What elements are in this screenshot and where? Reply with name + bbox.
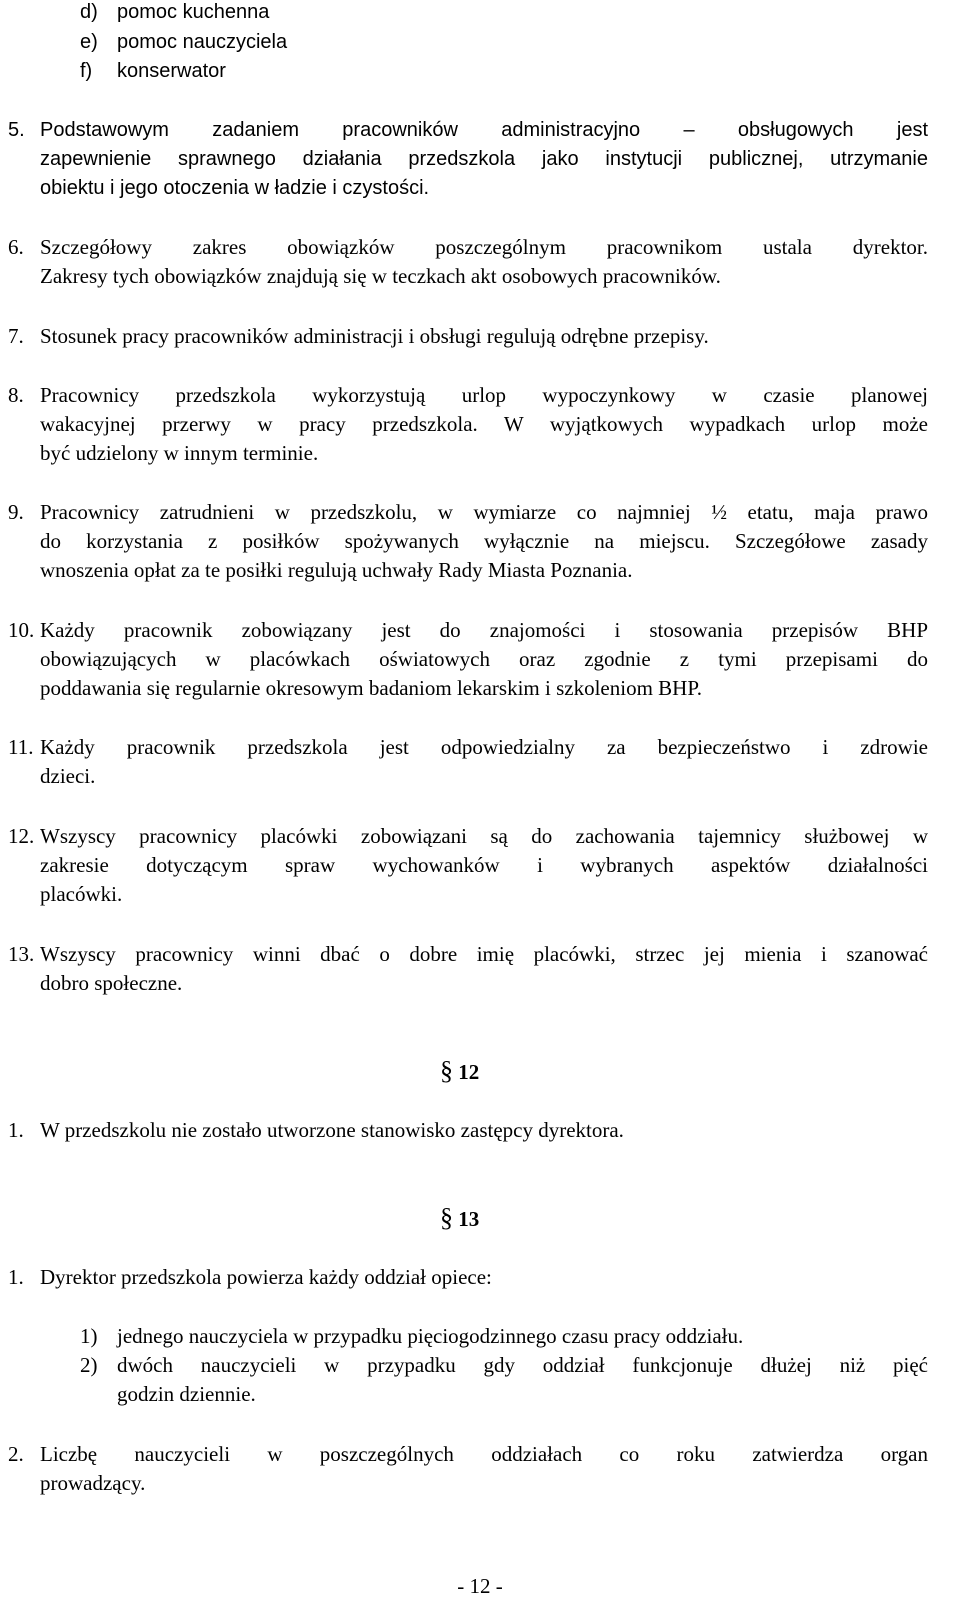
section-symbol: § <box>440 1203 453 1232</box>
section-13-point-number-1: 1. <box>8 1265 24 1289</box>
section-number: 13 <box>458 1207 480 1231</box>
paragraph-8-line-1: Pracownicy przedszkola wykorzystują urlop wypoczynkowy w czasie planowej <box>40 383 928 407</box>
paragraph-12-line-1: Wszyscy pracownicy placówki zobowiązani są do zachowania tajemnicy służbowej w <box>40 824 928 848</box>
section-13-point-1: Dyrektor przedszkola powierza każdy oddział opiece: <box>40 1265 492 1289</box>
list-marker-e: e) <box>80 31 98 53</box>
paragraph-11-line-1: Każdy pracownik przedszkola jest odpowiedzialny za bezpieczeństwo i zdrowie <box>40 735 928 759</box>
paragraph-number-13: 13. <box>8 942 35 966</box>
paragraph-8-line-2: wakacyjnej przerwy w pracy przedszkola. W wyjątkowych wypadkach urlop może <box>40 412 928 436</box>
paragraph-12-line-2: zakresie dotyczącym spraw wychowanków i wybranych aspektów działalności <box>40 853 928 877</box>
section-number: 12 <box>458 1060 480 1084</box>
list-item-e: pomoc nauczyciela <box>117 31 288 53</box>
paragraph-10-line-3: poddawania się regularnie okresowym badaniom lekarskim i szkoleniom BHP. <box>40 676 702 700</box>
paragraph-13-line-1: Wszyscy pracownicy winni dbać o dobre imię placówki, strzec jej mienia i szanować <box>40 942 928 966</box>
sub-item-2-line-1: dwóch nauczycieli w przypadku gdy oddział funkcjonuje dłużej niż pięć <box>117 1353 928 1377</box>
paragraph-8-line-3: być udzielony w innym terminie. <box>40 441 319 465</box>
paragraph-5-line-3: obiektu i jego otoczenia w ładzie i czystości. <box>40 177 430 199</box>
paragraph-9-line-1: Pracownicy zatrudnieni w przedszkolu, w wymiarze co najmniej ½ etatu, maja prawo <box>40 500 928 524</box>
list-item-f: konserwator <box>117 60 226 82</box>
list-item-d: pomoc kuchenna <box>117 1 270 23</box>
section-symbol: § <box>440 1056 453 1085</box>
section-13-point-2-line-2: prowadzący. <box>40 1471 146 1495</box>
sub-item-marker-2: 2) <box>80 1353 98 1377</box>
section-13-point-number-2: 2. <box>8 1442 24 1466</box>
paragraph-number-11: 11. <box>8 735 34 759</box>
paragraph-number-10: 10. <box>8 618 35 642</box>
paragraph-6-line-1: Szczegółowy zakres obowiązków poszczególnym pracownikom ustala dyrektor. <box>40 235 928 259</box>
section-13-point-2-line-1: Liczbę nauczycieli w poszczególnych oddziałach co roku zatwierdza organ <box>40 1442 928 1466</box>
paragraph-12-line-3: placówki. <box>40 882 123 906</box>
sub-item-marker-1: 1) <box>80 1324 98 1348</box>
paragraph-number-5: 5. <box>8 119 25 141</box>
paragraph-9-line-2: do korzystania z posiłków spożywanych wyłącznie na miejscu. Szczegółowe zasady <box>40 529 928 553</box>
paragraph-13-line-2: dobro społeczne. <box>40 971 183 995</box>
paragraph-5-line-2: zapewnienie sprawnego działania przedszkola jako instytucji publicznej, utrzymanie <box>40 148 928 170</box>
paragraph-number-12: 12. <box>8 824 35 848</box>
paragraph-7-line-1: Stosunek pracy pracowników administracji i obsługi regulują odrębne przepisy. <box>40 324 709 348</box>
section-12-point-number-1: 1. <box>8 1118 24 1142</box>
list-marker-d: d) <box>80 1 98 23</box>
section-12-point-1: W przedszkolu nie zostało utworzone stanowisko zastępcy dyrektora. <box>40 1118 624 1142</box>
page-number: - 12 - <box>457 1574 503 1598</box>
paragraph-10-line-2: obowiązujących w placówkach oświatowych oraz zgodnie z tymi przepisami do <box>40 647 928 671</box>
paragraph-6-line-2: Zakresy tych obowiązków znajdują się w teczkach akt osobowych pracowników. <box>40 264 721 288</box>
sub-item-2-line-2: godzin dziennie. <box>117 1382 256 1406</box>
list-marker-f: f) <box>80 60 93 82</box>
paragraph-10-line-1: Każdy pracownik zobowiązany jest do znajomości i stosowania przepisów BHP <box>40 618 928 642</box>
sub-item-1: jednego nauczyciela w przypadku pięciogodzinnego czasu pracy oddziału. <box>117 1324 744 1348</box>
paragraph-9-line-3: wnoszenia opłat za te posiłki regulują uchwały Rady Miasta Poznania. <box>40 558 633 582</box>
paragraph-number-6: 6. <box>8 235 24 259</box>
section-heading-12 <box>440 1057 479 1086</box>
paragraph-number-7: 7. <box>8 324 24 348</box>
section-heading-13 <box>440 1204 479 1233</box>
paragraph-5-line-1: Podstawowym zadaniem pracowników administracyjno – obsługowych jest <box>40 119 928 141</box>
paragraph-11-line-2: dzieci. <box>40 764 96 788</box>
paragraph-number-8: 8. <box>8 383 24 407</box>
paragraph-number-9: 9. <box>8 500 24 524</box>
